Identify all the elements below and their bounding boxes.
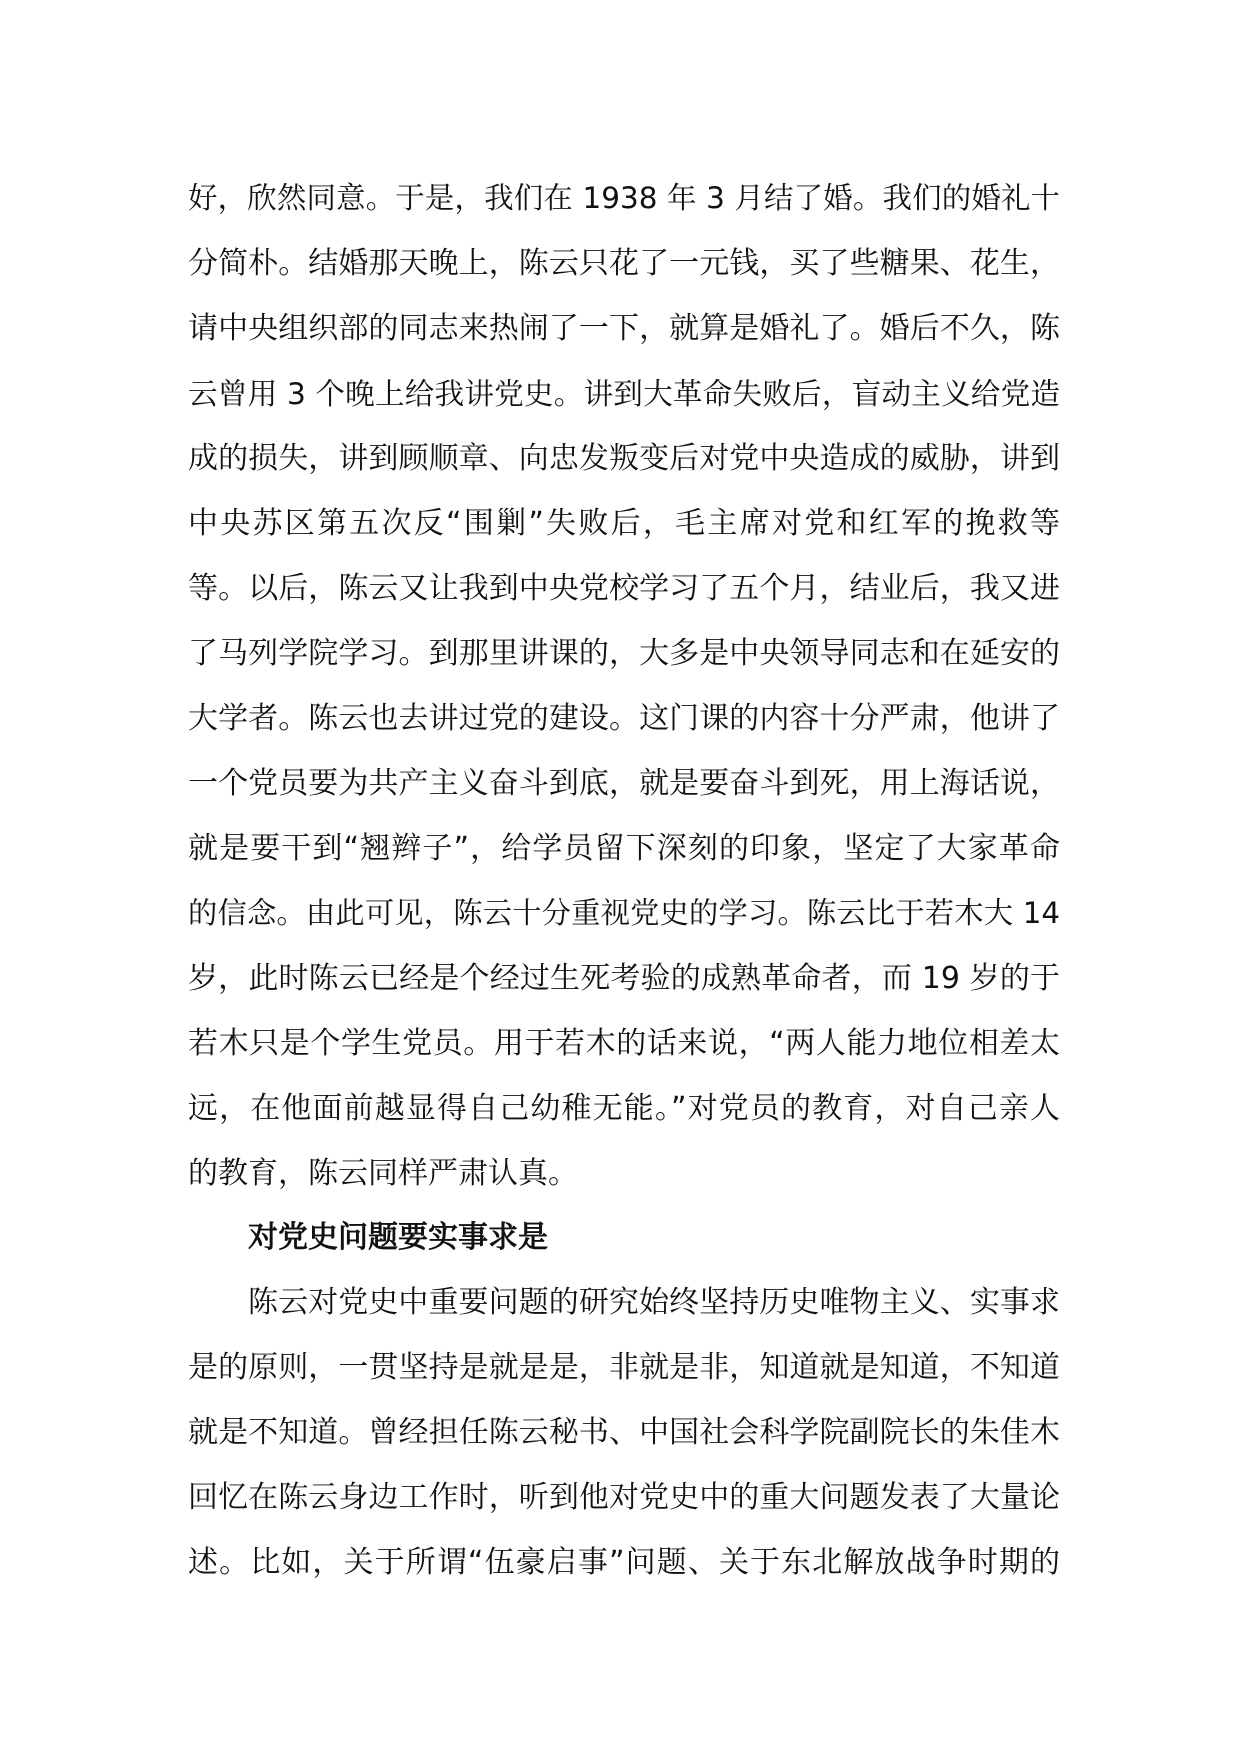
paragraph-line: 若木只是个学生党员。用于若木的话来说，“两人能力地位相差太 [188,1026,1060,1061]
paragraph-line: 就是不知道。曾经担任陈云秘书、中国社会科学院副院长的朱佳木 [188,1415,1060,1450]
paragraph-line: 回忆在陈云身边工作时，听到他对党史中的重大问题发表了大量论 [188,1480,1060,1515]
paragraph-line: 述。比如，关于所谓“伍豪启事”问题、关于东北解放战争时期的 [188,1545,1060,1580]
paragraph-line: 分简朴。结婚那天晚上，陈云只花了一元钱，买了些糖果、花生， [188,246,1060,281]
paragraph-marriage-and-party-history [188,166,1060,1206]
paragraph-line: 的教育，陈云同样严肃认真。 [188,1156,578,1191]
paragraph-line: 远，在他面前越显得自己幼稚无能。”对党员的教育，对自己亲人 [188,1091,1060,1126]
paragraph-line: 请中央组织部的同志来热闹了一下，就算是婚礼了。婚后不久，陈 [188,311,1060,346]
paragraph-line: 岁，此时陈云已经是个经过生死考验的成熟革命者，而 19 岁的于 [188,961,1060,996]
paragraph-line: 好，欣然同意。于是，我们在 1938 年 3 月结了婚。我们的婚礼十 [188,181,1060,215]
paragraph-line: 了马列学院学习。到那里讲课的，大多是中央领导同志和在延安的 [188,636,1060,671]
paragraph-line: 大学者。陈云也去讲过党的建设。这门课的内容十分严肃，他讲了 [188,701,1060,736]
section-heading: 对党史问题要实事求是 [248,1220,548,1255]
paragraph-line: 云曾用 3 个晚上给我讲党史。讲到大革命失败后，盲动主义给党造 [188,376,1060,411]
paragraph-line: 等。以后，陈云又让我到中央党校学习了五个月，结业后，我又进 [188,571,1060,606]
paragraph-line: 中央苏区第五次反“围剿”失败后，毛主席对党和红军的挽救等 [188,506,1060,541]
paragraph-line: 就是要干到“翘辫子”，给学员留下深刻的印象，坚定了大家革命 [188,831,1060,866]
paragraph-line: 是的原则，一贯坚持是就是是，非就是非，知道就是知道，不知道 [188,1350,1060,1385]
paragraph-line: 成的损失，讲到顾顺章、向忠发叛变后对党中央造成的威胁，讲到 [188,441,1060,476]
paragraph-seeking-truth [188,1270,1060,1595]
section-heading-block [188,1205,1060,1270]
paragraph-line: 一个党员要为共产主义奋斗到底，就是要奋斗到死，用上海话说， [188,766,1060,801]
paragraph-line: 的信念。由此可见，陈云十分重视党史的学习。陈云比于若木大 14 [188,896,1060,930]
paragraph-line: 陈云对党史中重要问题的研究始终坚持历史唯物主义、实事求 [248,1285,1060,1320]
